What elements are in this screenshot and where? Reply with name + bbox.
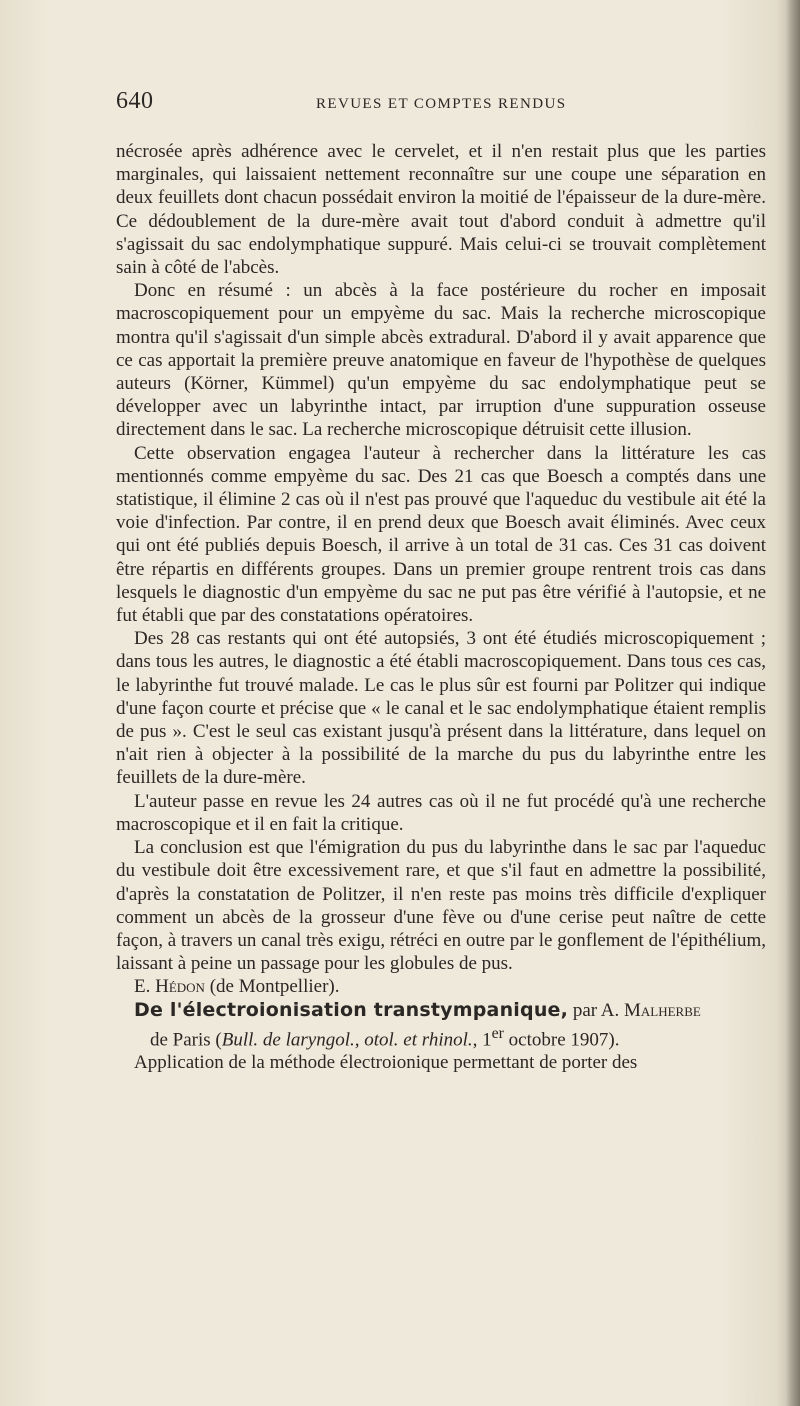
source-prefix: de Paris ( <box>150 1029 222 1051</box>
page-number: 640 <box>116 88 154 114</box>
paragraph: Donc en résumé : un abcès à la face postérieure du rocher en imposait macroscopiquement pour un empyème du sac. Mais la recherche microscopique montra qu'il s'agissait d'un simple abcès extradural. D'abord il y avait apparence que ce cas apportait la première preuve anatomique en faveur de l'hypothèse de quelques auteurs (Körner, Kümmel) qu'un empyème du sac endolymphatique peut se développer avec un labyrinthe intact, par irruption d'une suppuration osseuse directement dans le sac. La recherche microscopique détruisit cette illusion. <box>116 280 766 441</box>
paragraph: L'auteur passe en revue les 24 autres cas où il ne fut procédé qu'à une recherche macroscopique et il en fait la critique. <box>116 790 766 835</box>
next-article-heading <box>116 999 766 1052</box>
signature-place: (de Montpellier). <box>209 976 340 998</box>
paragraph: Cette observation engagea l'auteur à rechercher dans la littérature les cas mentionnés comme empyème du sac. Des 21 cas que Boesch a comptés dans une statistique, il élimine 2 cas où il n'est pas prouvé que l'aqueduc du vestibule ait été la voie d'infection. Par contre, il en prend deux que Boesch avait éliminés. Avec ceux qui ont été publiés depuis Boesch, il arrive à un total de 31 cas. Ces 31 cas doivent être répartis en différents groupes. Dans un premier groupe rentrent trois cas dans lesquels le diagnostic d'un empyème du sac ne put pas être vérifié à l'autopsie, et ne fut établi que par des constatations opératoires. <box>116 442 766 627</box>
paragraph: La conclusion est que l'émigration du pus du labyrinthe dans le sac par l'aqueduc du vestibule doit être excessivement rare, et que s'il faut en admettre la possibilité, d'après la constatation de Politzer, il n'en reste pas moins très difficile d'expliquer comment un abcès de la grosseur d'une fève ou d'une cerise peut naître de cette façon, à travers un canal très exigu, rétréci en outre par le gonflement de l'épithélium, laissant à peine un passage pour les globules de pus. <box>116 837 766 975</box>
article-body <box>116 140 766 1074</box>
page-edge-shadow <box>786 0 800 1406</box>
paragraph: Des 28 cas restants qui ont été autopsiés, 3 ont été étudiés microscopiquement ; dans tous les autres, le diagnostic a été établi macroscopiquement. Dans tous ces cas, le labyrinthe fut trouvé malade. Le cas le plus sûr est fourni par Politzer qui indique d'une façon courte et précise que « le canal et le sac endolymphatique étaient remplis de pus ». C'est le seul cas existant jusqu'à présent dans la littérature, dans lequel on n'ait rien à objecter à la possibilité de la marche du pus du labyrinthe entre les feuillets de la dure-mère. <box>116 628 766 789</box>
signature-name: Hédon <box>155 976 205 998</box>
source-day-suffix: er <box>491 1024 504 1042</box>
paragraph: Application de la méthode électroionique permettant de porter des <box>134 1052 638 1074</box>
source-journal: Bull. de laryngol., otol. et rhinol., <box>221 1029 478 1051</box>
page-header <box>116 88 766 122</box>
review-signature <box>116 975 766 998</box>
signature-initial: E. <box>134 976 151 998</box>
source-date: octobre 1907). <box>503 1029 620 1051</box>
next-article-author: Malherbe <box>624 999 701 1021</box>
source-day: 1 <box>482 1029 492 1051</box>
next-article-source <box>116 1022 766 1052</box>
paragraph: nécrosée après adhérence avec le cervelet, et il n'en restait plus que les parties marginales, qui laissaient nettement reconnaître sur une coupe une séparation en deux feuillets dont chacun possédait environ la moitié de l'épaisseur de la dure-mère. Ce dédoublement de la dure-mère avait tout d'abord conduit à admettre qu'il s'agissait du sac endolymphatique suppuré. Mais celui-ci se trouvait complètement sain à côté de l'abcès. <box>116 141 766 279</box>
next-article-title: De l'électroionisation transtympanique, <box>134 998 569 1021</box>
running-title: REVUES ET COMPTES RENDUS <box>316 96 567 112</box>
next-article-by: par A. <box>572 999 620 1021</box>
